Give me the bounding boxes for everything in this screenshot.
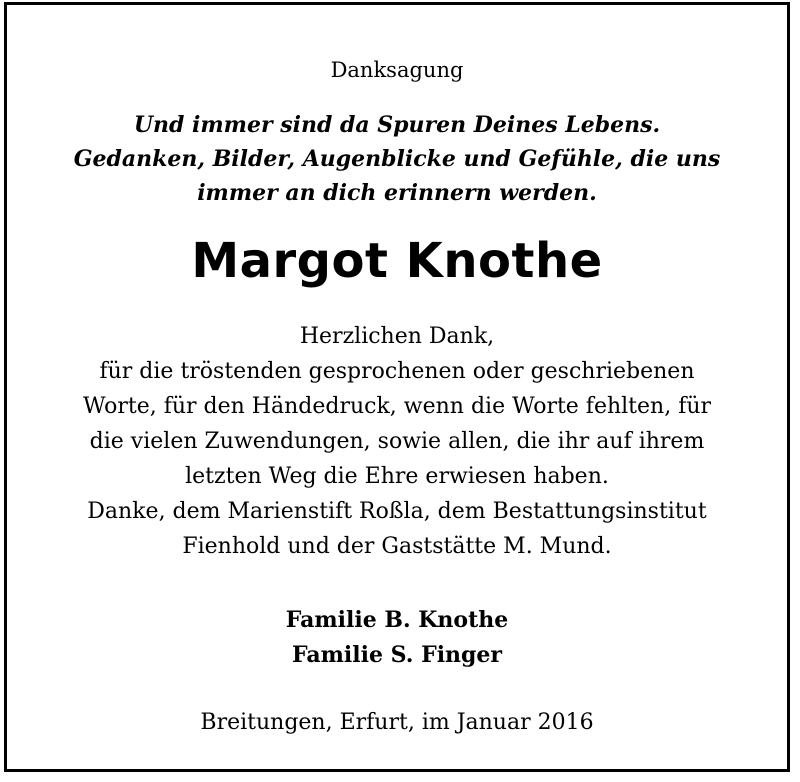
thanks-line: Herzlichen Dank,	[299, 324, 495, 349]
quote-line: Und immer sind da Spuren Deines Lebens.	[133, 112, 661, 138]
place-and-date: Breitungen, Erfurt, im Januar 2016	[200, 710, 594, 735]
thanks-line: letzten Weg die Ehre erwiesen haben.	[185, 464, 609, 489]
quote-line: Gedanken, Bilder, Augenblicke und Gefühle, die uns	[73, 146, 721, 172]
thanks-line: Danke, dem Marienstift Roßla, dem Bestattungsinstitut	[87, 499, 707, 524]
signers	[7, 603, 787, 673]
obituary-notice	[4, 2, 790, 772]
signer-name: Familie S. Finger	[291, 642, 503, 668]
signer-name: Familie B. Knothe	[285, 607, 509, 633]
thanks-line: für die tröstenden gesprochenen oder geschriebenen	[99, 359, 695, 384]
thanks-line: die vielen Zuwendungen, sowie allen, die ihr auf ihrem	[89, 429, 705, 454]
memorial-quote	[7, 108, 787, 210]
quote-line: immer an dich erinnern werden.	[197, 180, 597, 206]
thanks-line: Fienhold und der Gaststätte M. Mund.	[182, 534, 612, 559]
thanks-text	[7, 319, 787, 564]
thanks-line: Worte, für den Händedruck, wenn die Worte fehlten, für	[82, 394, 712, 419]
deceased-name: Margot Knothe	[191, 233, 603, 289]
notice-heading: Danksagung	[330, 58, 464, 82]
